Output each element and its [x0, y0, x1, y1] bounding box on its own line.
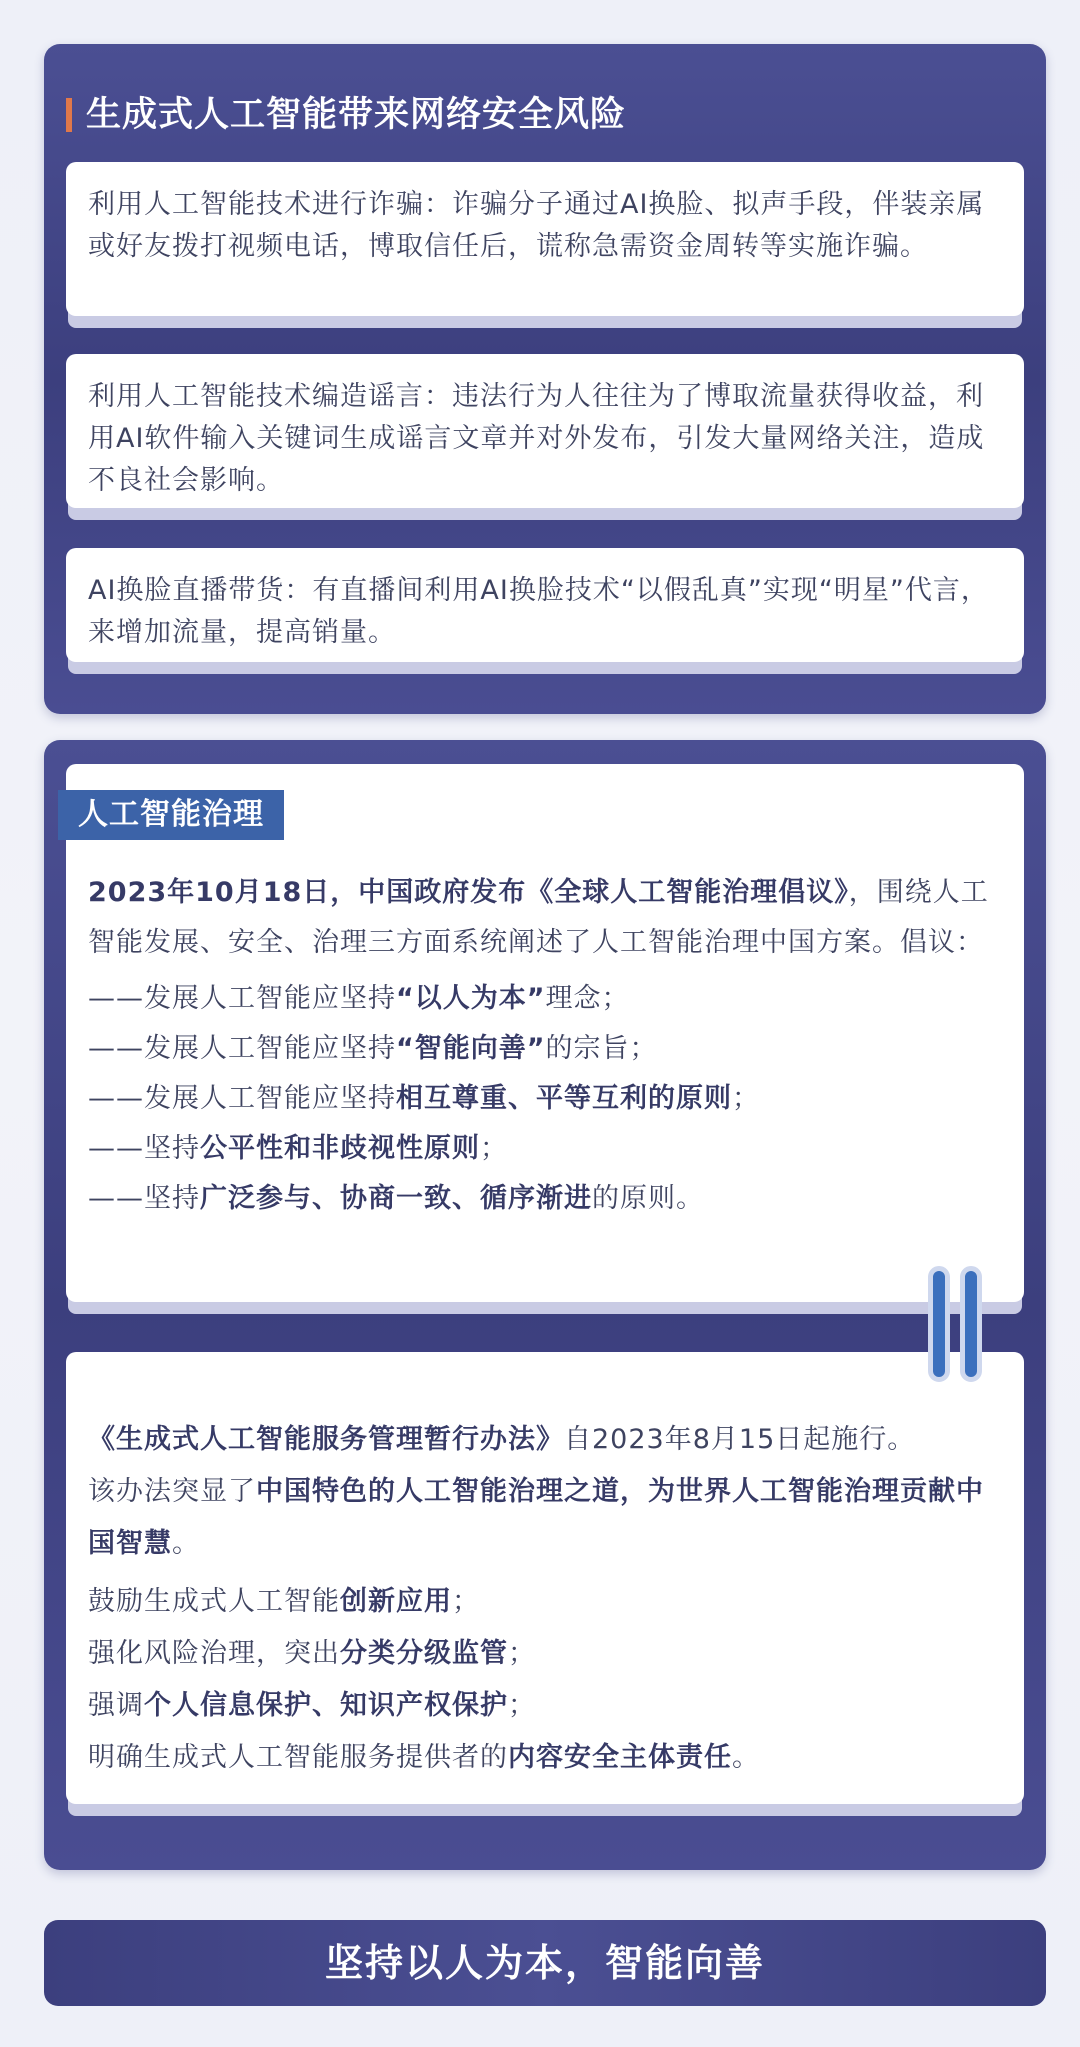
risk-card-rumor: [66, 354, 1024, 508]
point-bold: “以人为本”: [396, 983, 546, 1014]
significance-bold: 中国特色的人工智能治理之道，为世界人工智能治理贡献中国智慧: [88, 1476, 984, 1559]
item-bold: 分类分级监管: [340, 1638, 508, 1669]
governance-card: [66, 764, 1024, 1302]
item-suffix: ；: [452, 1586, 480, 1617]
point-suffix: 理念；: [545, 983, 630, 1014]
item-bold: 个人信息保护、知识产权保护: [144, 1690, 508, 1721]
item-prefix: 明确生成式人工智能服务提供者的: [88, 1742, 508, 1773]
significance-prefix: 该办法突显了: [88, 1476, 256, 1507]
risk-card-livestream: [66, 548, 1024, 662]
point-bold: 公平性和非歧视性原则: [200, 1133, 480, 1164]
risk-card-fraud: [66, 162, 1024, 316]
risk-text-livestream: AI换脸直播带货：有直播间利用AI换脸技术“以假乱真”实现“明星”代言，来增加流量，提高销量。: [88, 575, 989, 648]
governance-point: [88, 1124, 1002, 1174]
regulation-item: [88, 1576, 1002, 1628]
regulation-item: [88, 1680, 1002, 1732]
regulation-significance: [88, 1466, 1002, 1570]
item-bold: 创新应用: [340, 1586, 452, 1617]
regulation-card: [66, 1352, 1024, 1804]
risk-text-rumor: 利用人工智能技术编造谣言：违法行为人往往为了博取流量获得收益，利用AI软件输入关键词生成谣言文章并对外发布，引发大量网络关注，造成不良社会影响。: [88, 381, 985, 496]
governance-point: [88, 1024, 1002, 1074]
point-suffix: ；: [732, 1083, 760, 1114]
regulation-law-title: 《生成式人工智能服务管理暂行办法》: [88, 1424, 564, 1455]
item-suffix: ；: [508, 1638, 536, 1669]
point-prefix: ——坚持: [88, 1183, 200, 1214]
point-suffix: 的宗旨；: [545, 1033, 658, 1064]
item-prefix: 鼓励生成式人工智能: [88, 1586, 340, 1617]
point-bold: “智能向善”: [396, 1033, 546, 1064]
regulation-item: [88, 1732, 1002, 1784]
point-bold: 广泛参与、协商一致、循序渐进: [200, 1183, 592, 1214]
item-suffix: 。: [732, 1742, 760, 1773]
point-suffix: ；: [480, 1133, 508, 1164]
item-suffix: ；: [508, 1690, 536, 1721]
governance-intro-rest: ，围绕人工智能发展、安全、治理三方面系统阐述了人工智能治理中国方案。倡议：: [88, 877, 989, 958]
governance-intro: [88, 868, 1002, 968]
governance-point: [88, 1174, 1002, 1224]
risks-section-title: 生成式人工智能带来网络安全风险: [66, 90, 626, 140]
governance-point: [88, 974, 1002, 1024]
regulation-law: [88, 1414, 1002, 1466]
regulation-item: [88, 1628, 1002, 1680]
point-prefix: ——发展人工智能应坚持: [88, 1083, 396, 1114]
slogan-banner: 坚持以人为本，智能向善: [44, 1920, 1046, 2006]
governance-tag: 人工智能治理: [58, 790, 284, 840]
binder-clip-icon: [960, 1266, 982, 1382]
item-prefix: 强化风险治理，突出: [88, 1638, 340, 1669]
point-bold: 相互尊重、平等互利的原则: [396, 1083, 732, 1114]
regulation-law-date: 自2023年8月15日起施行。: [564, 1424, 916, 1455]
significance-suffix: 。: [172, 1528, 200, 1559]
item-prefix: 强调: [88, 1690, 144, 1721]
binder-clip-icon: [928, 1266, 950, 1382]
point-prefix: ——坚持: [88, 1133, 200, 1164]
governance-point: [88, 1074, 1002, 1124]
point-prefix: ——发展人工智能应坚持: [88, 983, 396, 1014]
point-prefix: ——发展人工智能应坚持: [88, 1033, 396, 1064]
item-bold: 内容安全主体责任: [508, 1742, 732, 1773]
risk-text-fraud: 利用人工智能技术进行诈骗：诈骗分子通过AI换脸、拟声手段，伴装亲属或好友拨打视频电话，博取信任后，谎称急需资金周转等实施诈骗。: [88, 189, 985, 262]
governance-intro-bold: 2023年10月18日，中国政府发布《全球人工智能治理倡议》: [88, 877, 849, 908]
point-suffix: 的原则。: [592, 1183, 704, 1214]
